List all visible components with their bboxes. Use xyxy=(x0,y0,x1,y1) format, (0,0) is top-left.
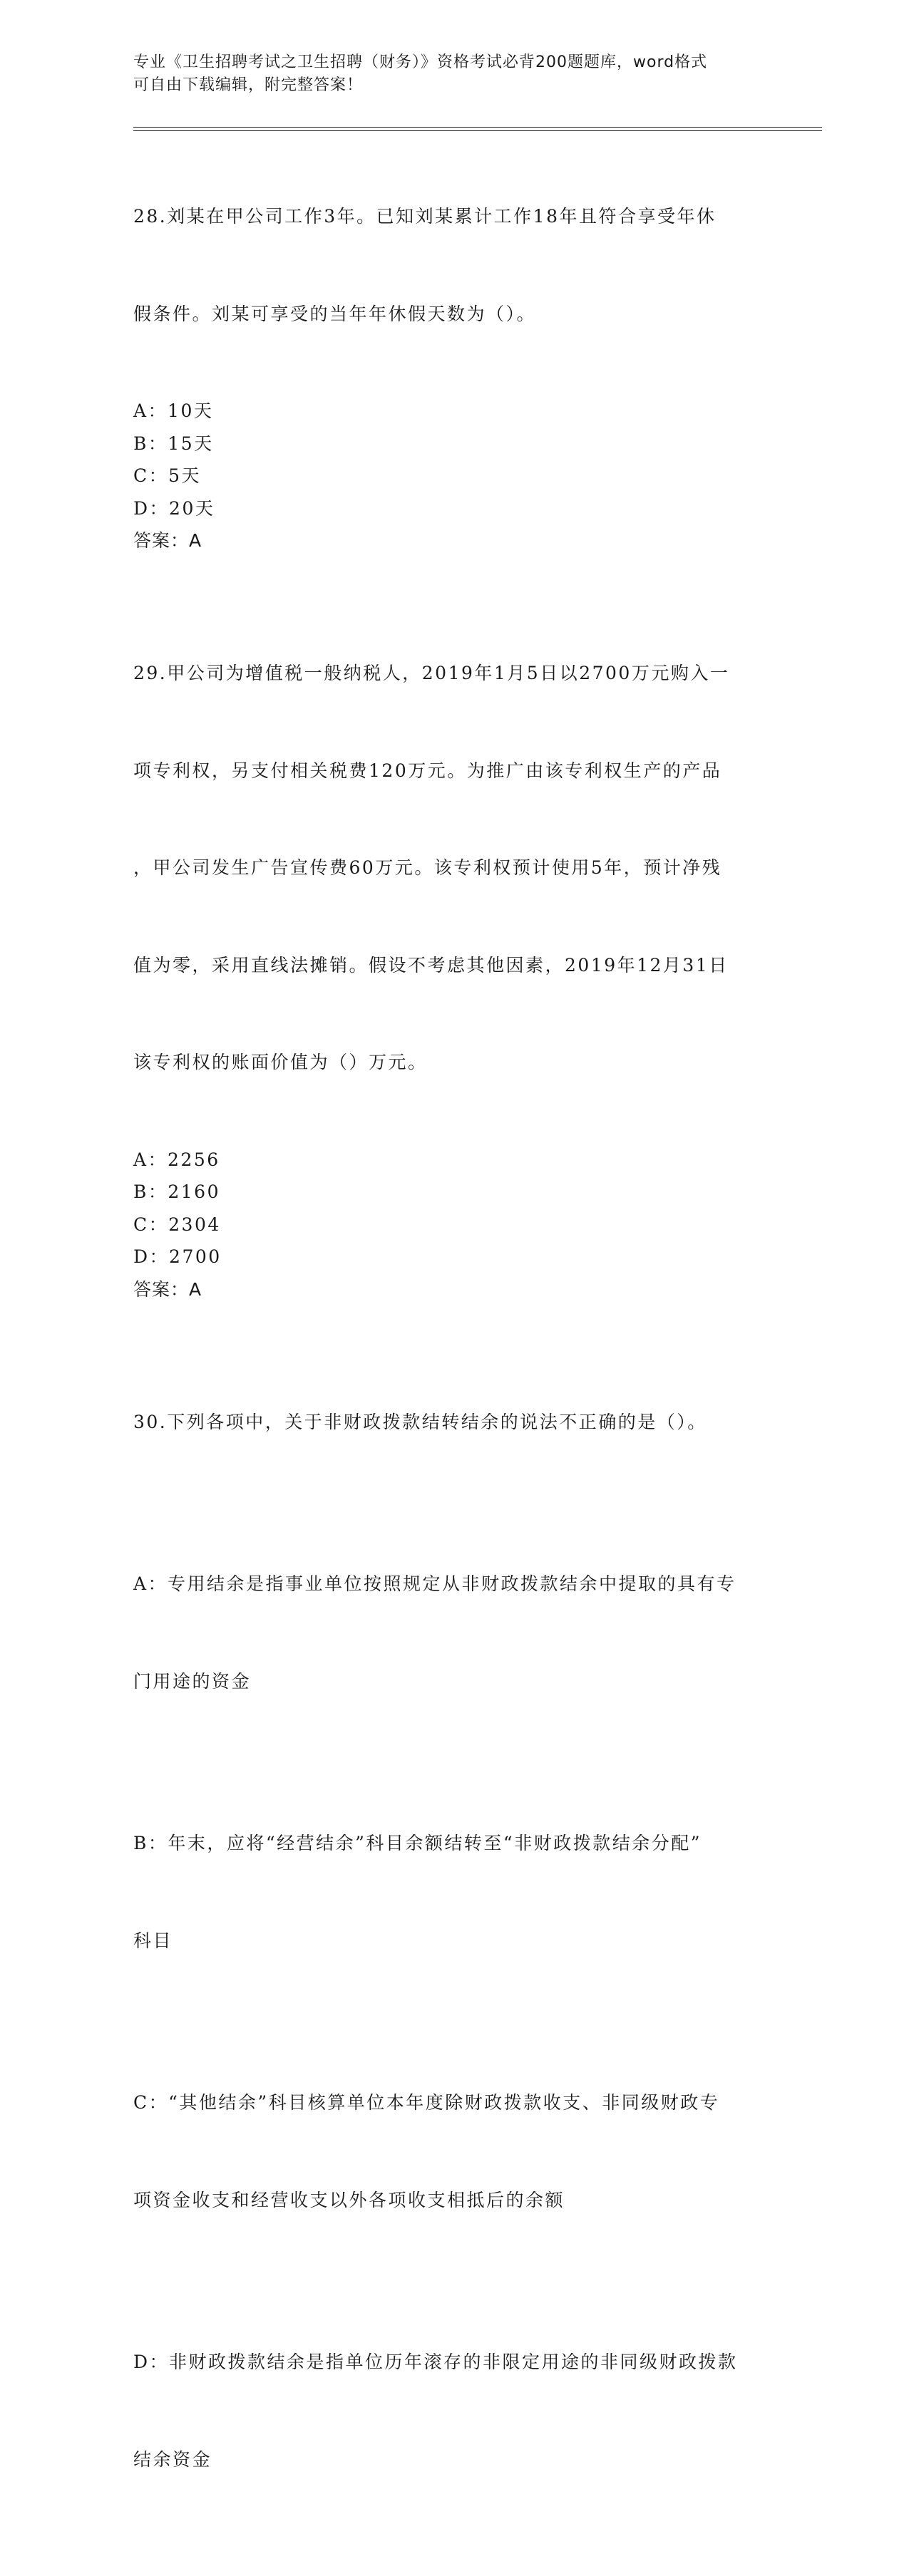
option-d: D：20天 xyxy=(133,497,215,519)
option-b: B：2160 xyxy=(133,1181,220,1202)
document-header xyxy=(133,51,761,97)
question-list xyxy=(133,135,775,2576)
option-line: 结余资金 xyxy=(133,2448,212,2470)
question-30 xyxy=(133,1341,775,2541)
question-text xyxy=(133,135,775,395)
question-line: 该专利权的账面价值为（）万元。 xyxy=(133,1052,428,1072)
option-c: C：2304 xyxy=(133,1214,221,1235)
question-line: 项专利权，另支付相关税费120万元。为推广由该专利权生产的产品 xyxy=(133,760,722,781)
question-line: 28.刘某在甲公司工作3年。已知刘某累计工作18年且符合享受年休 xyxy=(133,206,717,227)
question-line: 值为零，采用直线法摊销。假设不考虑其他因素，2019年12月31日 xyxy=(133,954,729,976)
option-line: 项资金收支和经营收支以外各项收支相抵后的余额 xyxy=(133,2189,565,2210)
option-line: D：非财政拨款结余是指单位历年滚存的非限定用途的非同级财政拨款 xyxy=(133,2352,738,2372)
option-line: 门用途的资金 xyxy=(133,1670,252,1692)
option-line: 科目 xyxy=(133,1930,173,1951)
question-28 xyxy=(133,135,775,557)
option-d xyxy=(133,2281,775,2540)
question-29 xyxy=(133,592,775,1305)
header-line-2: 可自由下载编辑，附完整答案！ xyxy=(133,76,364,94)
option-c xyxy=(133,2022,775,2281)
answer-label: 答案：A xyxy=(133,1278,202,1300)
option-c: C：5天 xyxy=(133,465,202,486)
option-d: D：2700 xyxy=(133,1246,222,1267)
option-line: C：“其他结余”科目核算单位本年度除财政拨款收支、非同级财政专 xyxy=(133,2092,720,2113)
option-line: A：专用结余是指事业单位按照规定从非财政拨款结余中提取的具有专 xyxy=(133,1573,736,1594)
header-rule-bottom xyxy=(133,130,822,131)
question-line: 假条件。刘某可享受的当年年休假天数为（）。 xyxy=(133,303,537,324)
question-line: 30.下列各项中，关于非财政拨款结转结余的说法不正确的是（）。 xyxy=(133,1411,707,1432)
question-text xyxy=(133,1341,775,1504)
option-a: A：10天 xyxy=(133,400,214,421)
option-b: B：15天 xyxy=(133,433,214,454)
question-line: 29.甲公司为增值税一般纳税人，2019年1月5日以2700万元购入一 xyxy=(133,663,730,683)
question-line: ，甲公司发生广告宣传费60万元。该专利权预计使用5年，预计净残 xyxy=(133,857,722,878)
option-b xyxy=(133,1762,775,2022)
option-a xyxy=(133,1503,775,1762)
option-a: A：2256 xyxy=(133,1149,220,1170)
header-rule-top xyxy=(133,127,822,128)
option-line: B：年末，应将“经营结余”科目余额结转至“非财政拨款结余分配” xyxy=(133,1833,702,1853)
header-line-1: 专业《卫生招聘考试之卫生招聘（财务）》资格考试必背200题题库，word格式 xyxy=(133,53,708,71)
question-text xyxy=(133,592,775,1144)
answer-label: 答案：A xyxy=(133,530,202,551)
